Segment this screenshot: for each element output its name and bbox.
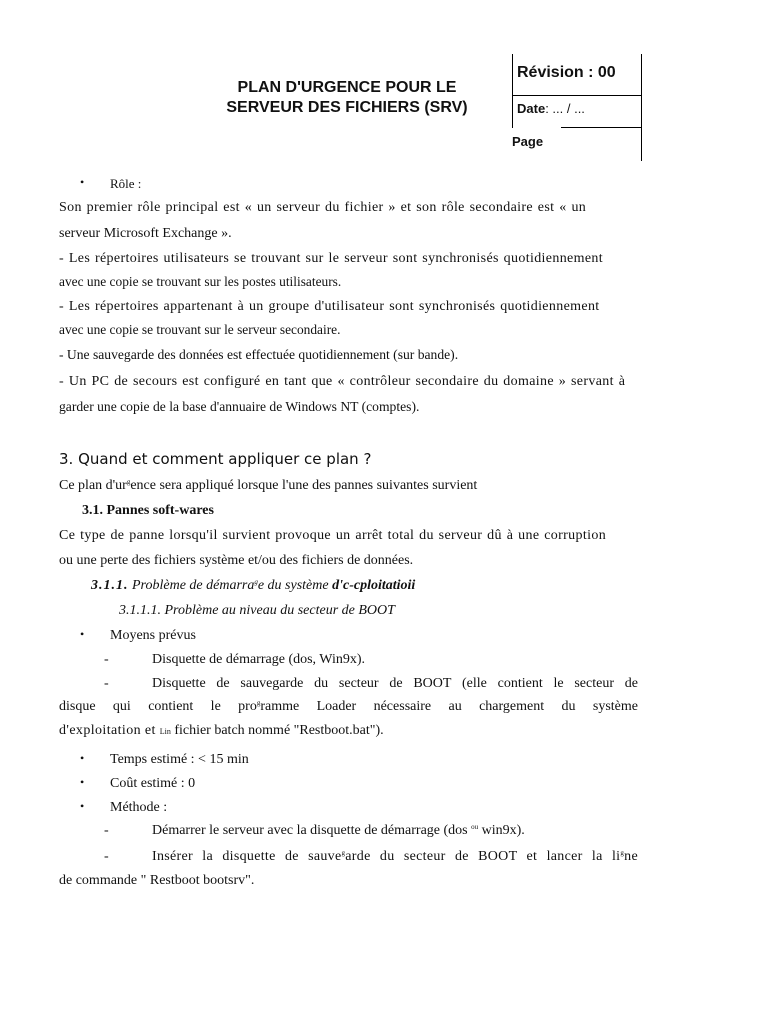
role-paragraph-2-line2: avec une copie se trouvant sur les postes utilisateurs.: [59, 274, 342, 289]
moyen-item-2-line2: disque qui contient le pro$^g$ramme Loader nécessaire au chargement du système: [59, 699, 638, 714]
role-paragraph-1-line1: Son premier rôle principal est « un serveur du fichier » et son rôle secondaire est « un: [59, 200, 587, 215]
methode-label: Méthode :: [110, 800, 168, 815]
role-paragraph-1-line2: serveur Microsoft Exchange ».: [59, 226, 232, 241]
section-3-heading: 3. Quand et comment appliquer ce plan ?: [59, 450, 372, 468]
header-table-right-border: [641, 54, 642, 161]
role-paragraph-4: - Une sauvegarde des données est effectuée quotidiennement (sur bande).: [59, 347, 459, 362]
role-paragraph-3-line2: avec une copie se trouvant sur le serveur secondaire.: [59, 322, 341, 337]
document-title-line2: SERVEUR DES FICHIERS (SRV): [226, 99, 468, 116]
methode-step-2-line2: de commande " Restboot bootsrv".: [59, 873, 255, 888]
moyen-item-2-line3: d'exploitation et Lin fichier batch nommé "Restboot.bat").: [59, 723, 384, 738]
dash-marker: -: [104, 652, 109, 667]
date-field: [517, 101, 585, 116]
revision-label: Révision : 00: [517, 64, 616, 81]
moyens-label: Moyens prévus: [110, 628, 196, 643]
moyen-item-2-line1: Disquette de sauvegarde du secteur de BOOT (elle contient le secteur de: [152, 676, 638, 691]
role-paragraph-5-line1: - Un PC de secours est configuré en tant que « contrôleur secondaire du domaine » servant à: [59, 374, 626, 389]
subsection-3-1-1-heading: 3.1.1. Problème de démarra$^g$e du système d'c-cploitatioii: [91, 578, 416, 593]
dash-marker: -: [104, 676, 109, 691]
cout-estime: Coût estimé : 0: [110, 776, 196, 791]
subsection-3-1-heading: 3.1. Pannes soft-wares: [82, 503, 214, 518]
temps-estime: Temps estimé : < 15 min: [110, 752, 249, 767]
dash-marker: -: [104, 823, 109, 838]
dash-marker: -: [104, 849, 109, 864]
date-value: : ... / ...: [545, 101, 585, 116]
date-label: Date: [517, 101, 546, 116]
methode-step-2-line1: Insérer la disquette de sauve$^g$arde du secteur de BOOT et lancer la $li^gne$: [152, 849, 638, 864]
section-3-intro: Ce plan $d'ur^gence$ sera appliqué lorsque l'une des pannes suivantes survient: [59, 478, 478, 493]
subsection-3-1-text-line1: Ce type de panne lorsqu'il survient provoque un arrêt total du serveur dû à une corruption: [59, 528, 607, 543]
bullet-icon: •: [80, 627, 85, 641]
bullet-icon: •: [80, 775, 85, 789]
bullet-icon: •: [80, 799, 85, 813]
role-paragraph-2-line1: - Les répertoires utilisateurs se trouvant sur le serveur sont synchronisés quotidiennement: [59, 251, 603, 266]
role-paragraph-5-line2: garder une copie de la base d'annuaire de Windows NT (comptes).: [59, 399, 420, 414]
subsection-3-1-text-line2: ou une perte des fichiers système et/ou des fichiers de données.: [59, 553, 414, 568]
methode-step-1: Démarrer le serveur avec la disquette de démarrage (dos $^{ou}$ win9x).: [152, 823, 525, 838]
document-title-line1: PLAN D'URGENCE POUR LE: [237, 79, 457, 96]
moyen-item-1: Disquette de démarrage (dos, Win9x).: [152, 652, 366, 667]
subsection-3-1-1-1-heading: 3.1.1.1. Problème au niveau du secteur de BOOT: [119, 603, 395, 618]
bullet-icon: •: [80, 751, 85, 765]
page-label: Page: [512, 134, 544, 149]
role-label: Rôle :: [110, 176, 142, 191]
header-table-divider-2: [561, 127, 642, 128]
header-table-divider: [512, 95, 642, 96]
role-paragraph-3-line1: - Les répertoires appartenant à un groupe d'utilisateur sont synchronisés quotidiennement: [59, 299, 600, 314]
bullet-icon: •: [80, 175, 85, 189]
header-table-left-border: [512, 54, 513, 128]
